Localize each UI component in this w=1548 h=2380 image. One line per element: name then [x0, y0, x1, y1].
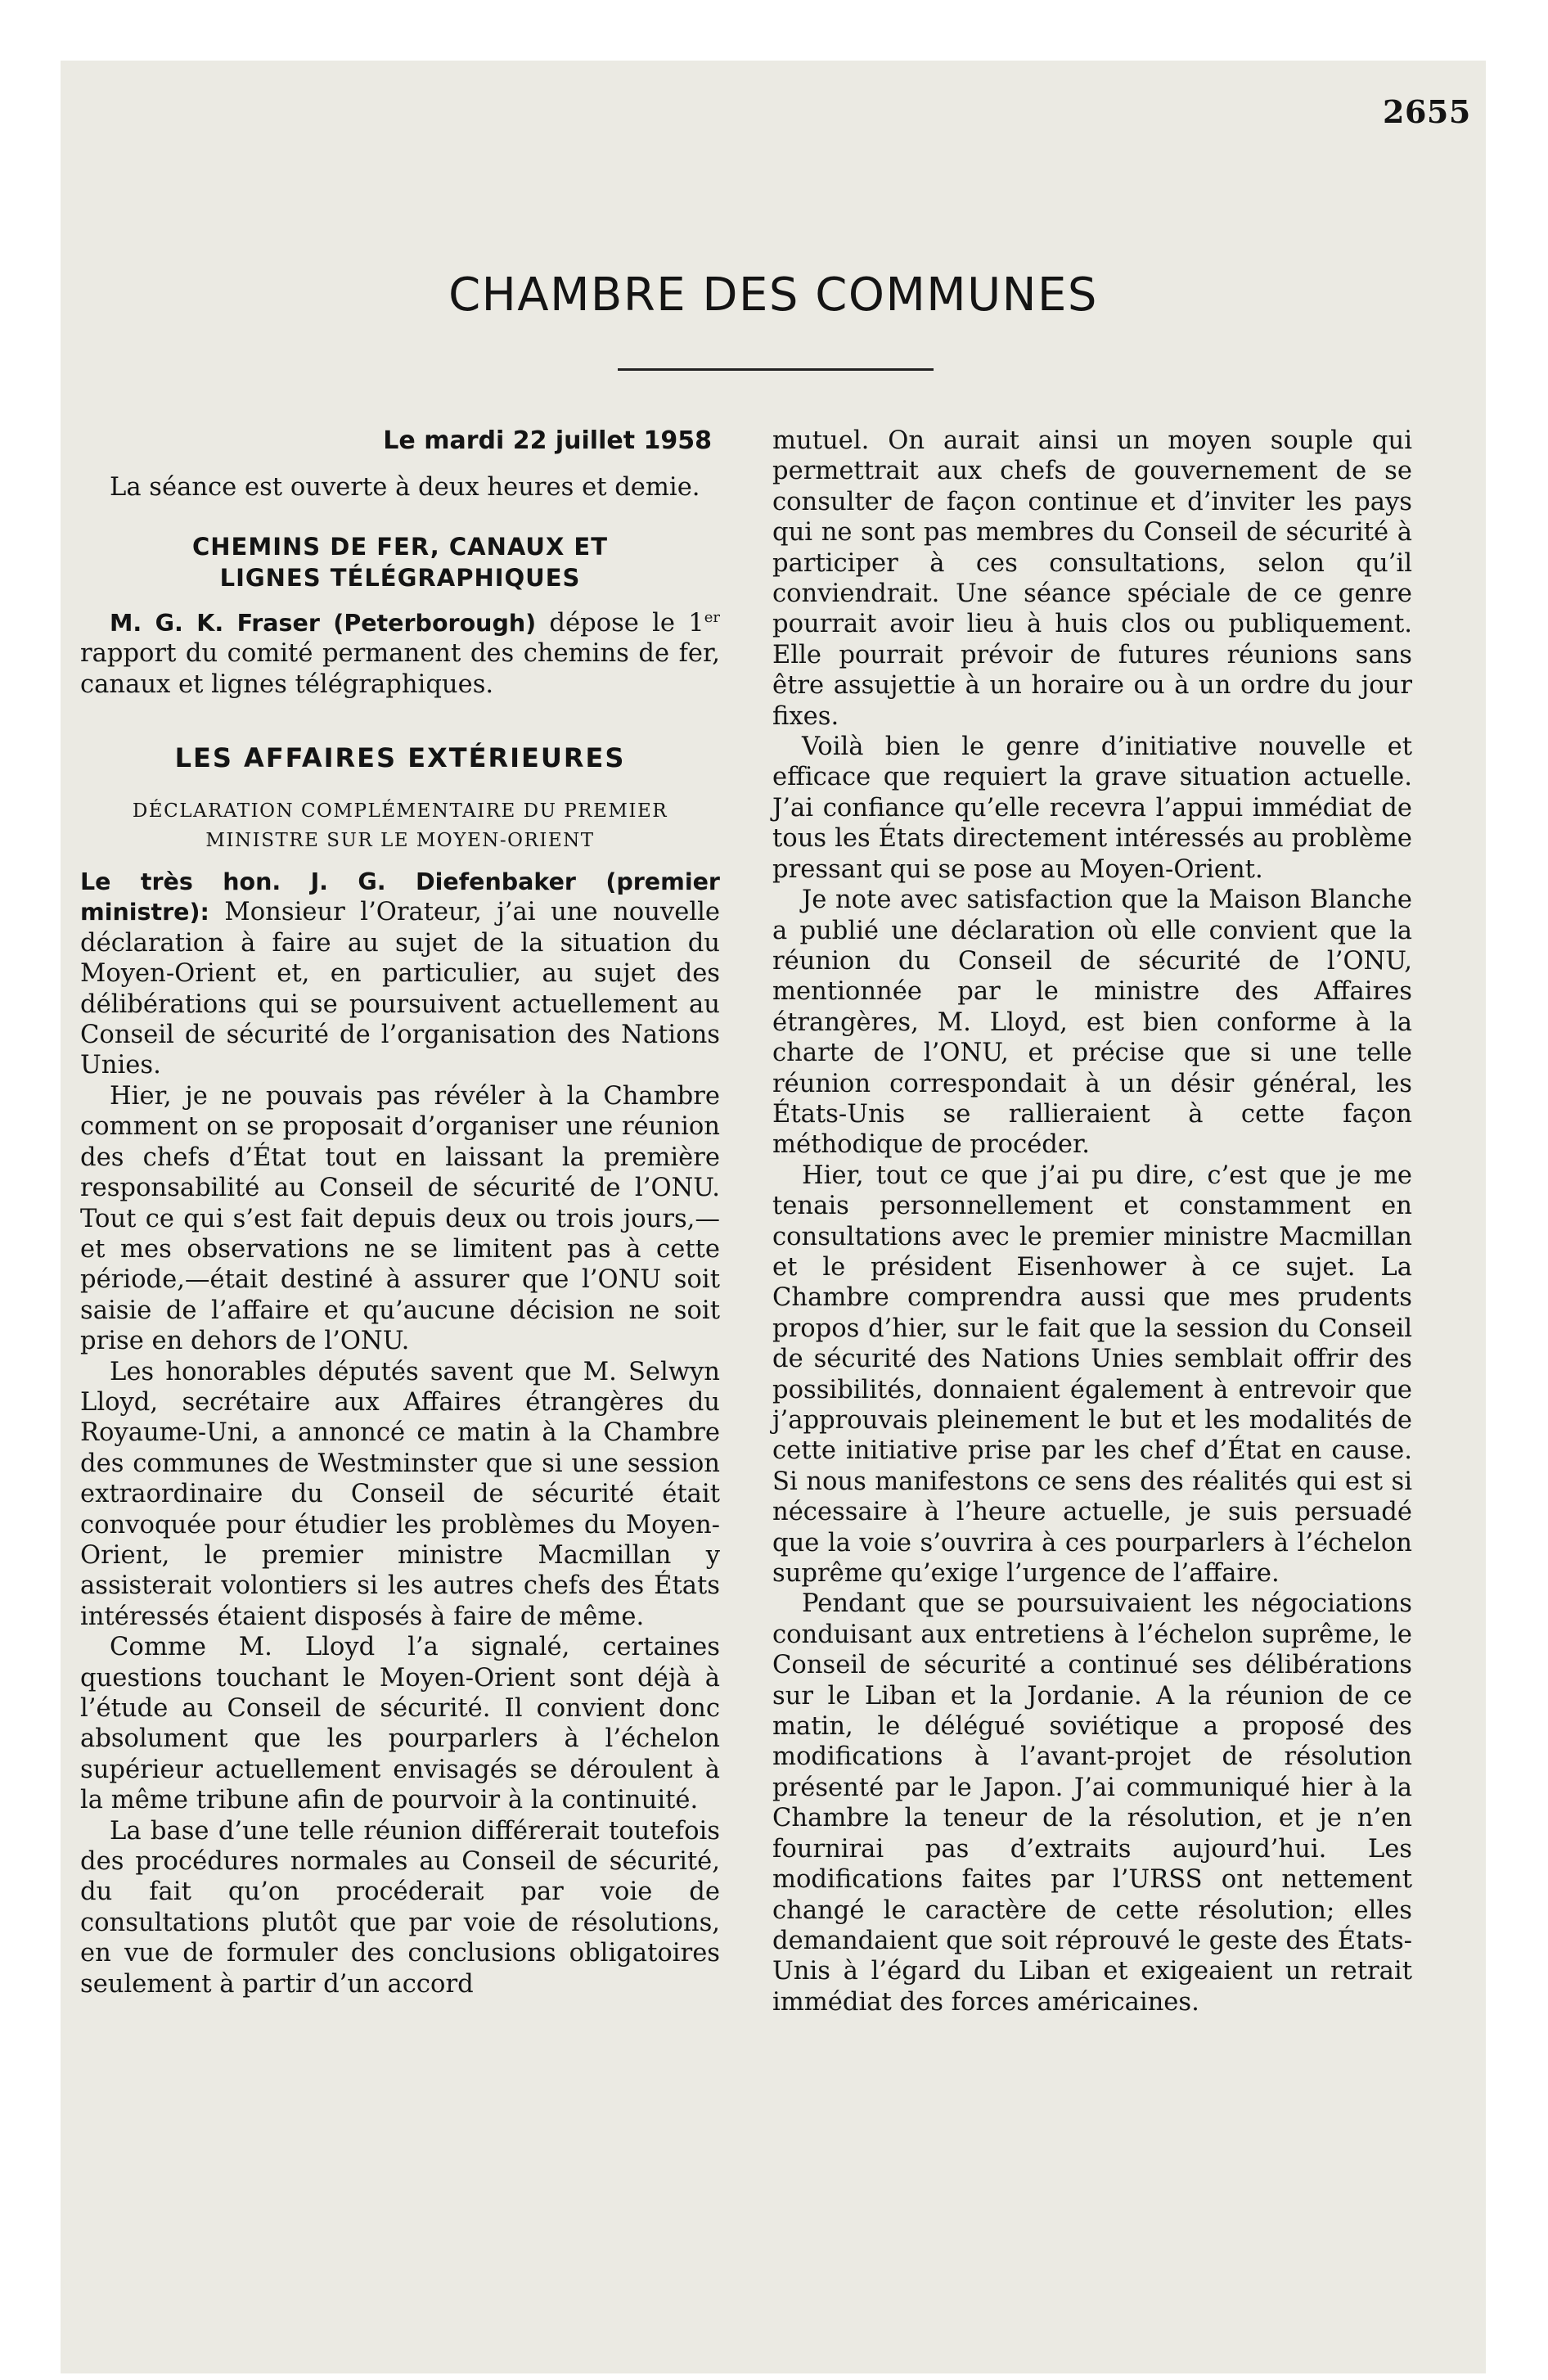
paragraph-base: La base d’une telle réunion différerait toutefois des procédures normales au Conseil de sécurité, du fait qu’on procéderait par voie de consultations plutôt que par voie de résolutions, en vue de formuler des conclusions obligatoires seulement à partir d’un accord — [80, 1816, 720, 1999]
fraser-superscript: er — [704, 608, 720, 626]
session-date: Le mardi 22 juillet 1958 — [383, 426, 712, 455]
page-title: CHAMBRE DES COMMUNES — [448, 268, 1098, 322]
right-column — [772, 426, 1412, 2017]
paragraph-comme: Comme M. Lloyd l’a signalé, certaines questions touchant le Moyen-Orient sont déjà à l’étude au Conseil de sécurité. Il convient donc absolument que les pourparlers à l’échelon supérieur actuellement envisagés se déroulent à la même tribune afin de pourvoir à la continuité. — [80, 1633, 720, 1815]
page-number: 2655 — [1383, 93, 1471, 130]
paragraph-je-note: Je note avec satisfaction que la Maison Blanche a publié une déclaration où elle convient que la réunion du Conseil de sécurité de l’ONU, mentionnée par le ministre des Affaires étrangères, M. Lloyd, est bien conforme à la charte de l’ONU, et précise que si une telle réunion correspondait à un désir général, les États-Unis se rallieraient à cette façon méthodique de procéder. — [772, 886, 1412, 1160]
paragraph-hier: Hier, je ne pouvais pas révéler à la Chambre comment on se proposait d’organiser une réunion des chefs d’État tout en laissant la première responsabilité au Conseil de sécurité de l’ONU. Tout ce qui s’est fait depuis deux ou trois jours,—et mes observations ne se limitent pas à cette période,—était destiné à assurer que l’ONU soit saisie de l’affaire et qu’aucune décision ne soit prise en dehors de l’ONU. — [80, 1081, 720, 1356]
paragraph-hier-tout: Hier, tout ce que j’ai pu dire, c’est que je me tenais personnellement et constamment en consultations avec le premier ministre Macmillan et le président Eisenhower à ce sujet. La Chambre comprendra aussi que mes prudents propos d’hier, sur le fait que la session du Conseil de sécurité des Nations Unies semblait offrir des possibilités, donnaient également à entrevoir que j’approuvais pleinement le but et les modalités de cette initiative prise par les chef d’État en cause. Si nous manifestons ce sens des réalités qui est si nécessaire à l’heure actuelle, je suis persuadé que la voie s’ouvrira à ces pourparlers à l’échelon suprême qu’exige l’urgence de l’affaire. — [772, 1161, 1412, 1589]
left-column — [80, 426, 720, 1999]
paragraph-pendant: Pendant que se poursuivaient les négociations conduisant aux entretiens à l’échelon suprême, le Conseil de sécurité a continué ses délibérations sur le Liban et la Jordanie. A la réunion de ce matin, le délégué soviétique a proposé des modifications à l’avant-projet de résolution présenté par le Japon. J’ai communiqué hier à la Chambre la teneur de la résolution, et je n’en fournirai pas d’extraits aujourd’hui. Les modifications faites par l’URSS ont nettement changé le caractère de cette résolution; elles demandaient que soit réprouvé le geste des États-Unis à l’égard du Liban et exigeaient un retrait immédiat des forces américaines. — [772, 1589, 1412, 2017]
fraser-paragraph — [80, 608, 720, 700]
subheading-line2: MINISTRE SUR LE MOYEN-ORIENT — [205, 830, 595, 852]
speaker-fraser: M. G. K. Fraser (Peterborough) — [110, 609, 537, 637]
subheading-line1: DÉCLARATION COMPLÉMENTAIRE DU PREMIER — [132, 800, 668, 823]
paragraph-voila: Voilà bien le genre d’initiative nouvelle et efficace que requiert la grave situation actuelle. J’ai confiance qu’elle recevra l’appui immédiat de tous les États directement intéressés au problème pressant qui se pose au Moyen-Orient. — [772, 732, 1412, 884]
diefenbaker-paragraph — [80, 867, 720, 1081]
fraser-text-a: dépose le 1 — [536, 608, 704, 638]
paragraph-honorables: Les honorables députés savent que M. Selwyn Lloyd, secrétaire aux Affaires étrangères du Royaume-Uni, a annoncé ce matin à la Chambre des communes de Westminster que si une session extraordinaire du Conseil de sécurité était convoquée pour étudier les problèmes du Moyen-Orient, le premier ministre Macmillan y assisterait volontiers si les autres chefs des États intéressés étaient disposés à faire de même. — [80, 1357, 720, 1631]
title-divider — [618, 368, 934, 371]
section-heading-railways-line2: LIGNES TÉLÉGRAPHIQUES — [219, 563, 581, 592]
section-heading-foreign-affairs: LES AFFAIRES EXTÉRIEURES — [174, 742, 626, 774]
section-heading-railways — [80, 531, 720, 593]
subheading-statement — [80, 796, 720, 855]
section-heading-railways-line1: CHEMINS DE FER, CANAUX ET — [192, 532, 608, 561]
diefenbaker-text: Monsieur l’Orateur, j’ai une nouvelle déclaration à faire au sujet de la situation du Moyen-Orient et, en particulier, au sujet des délibérations qui se poursuivent actuellement au Conseil de sécurité de l’organisation des Nations Unies. — [80, 898, 720, 1080]
opening-paragraph: La séance est ouverte à deux heures et demie. — [110, 473, 700, 503]
fraser-text-b: rapport du comité permanent des chemins de fer, canaux et lignes télégraphiques. — [80, 639, 720, 699]
speaker-diefenbaker: Le très hon. J. G. Diefenbaker (premier ministre): — [80, 868, 720, 926]
paragraph-mutuel: mutuel. On aurait ainsi un moyen souple qui permettrait aux chefs de gouvernement de se consulter de façon continue et d’inviter les pays qui ne sont pas membres du Conseil de sécurité à participer à ces consultations, selon qu’il conviendrait. Une séance spéciale de ce genre pourrait avoir lieu à huis clos ou publiquement. Elle pourrait prévoir de futures réunions sans être assujettie à un horaire ou à un ordre du jour fixes. — [772, 426, 1412, 731]
